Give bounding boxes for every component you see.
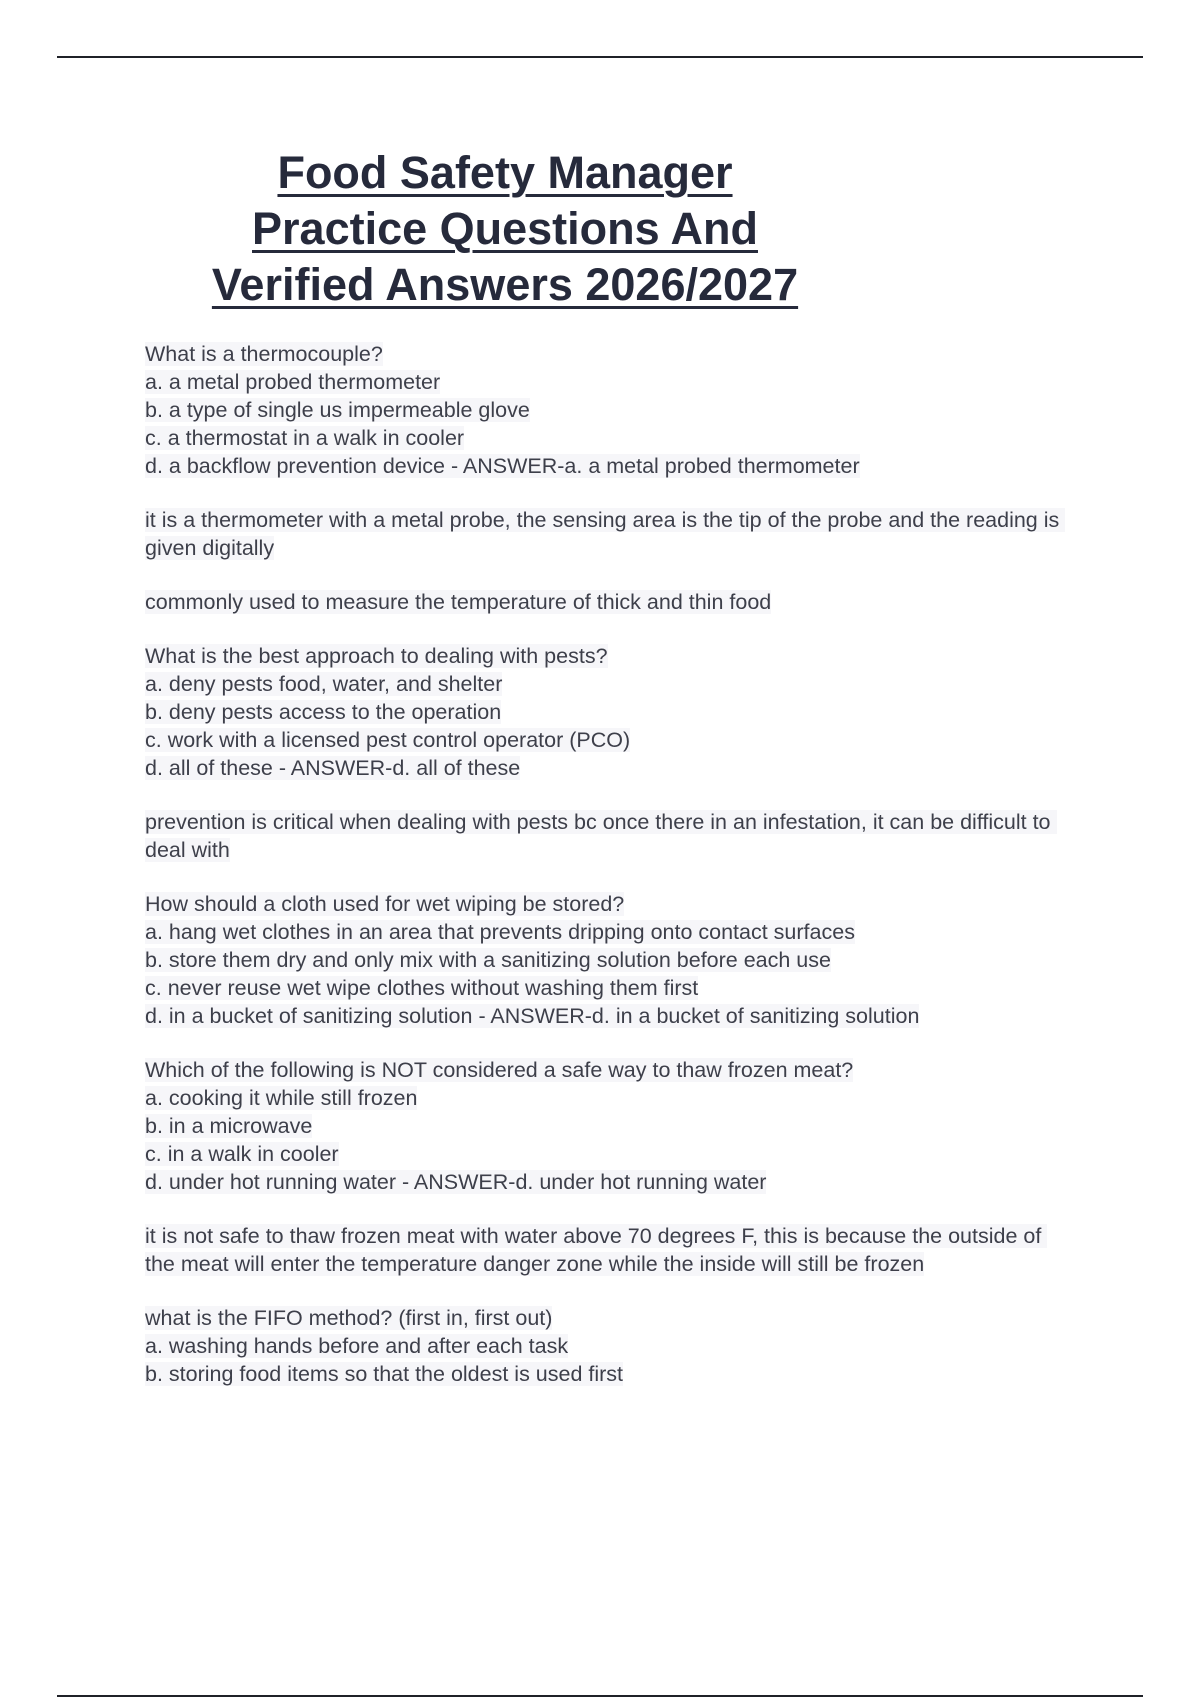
text-line <box>145 698 1075 726</box>
explanation-paragraph <box>145 506 1075 562</box>
text-line-content: prevention is critical when dealing with pests bc once there in an infestation, it can be difficult to deal with <box>145 810 1057 862</box>
text-line <box>145 340 1075 368</box>
text-line-content: b. store them dry and only mix with a sanitizing solution before each use <box>145 948 831 972</box>
text-line-content: it is a thermometer with a metal probe, the sensing area is the tip of the probe and the reading is given digitally <box>145 508 1066 560</box>
text-line-content: How should a cloth used for wet wiping be stored? <box>145 892 625 916</box>
text-line-content: d. all of these - ANSWER-d. all of these <box>145 756 521 780</box>
text-line <box>145 974 1075 1002</box>
text-line-content: What is the best approach to dealing with pests? <box>145 644 608 668</box>
text-line-content: d. under hot running water - ANSWER-d. under hot running water <box>145 1170 767 1194</box>
title-line: Practice Questions And <box>252 203 758 254</box>
text-line <box>145 1084 1075 1112</box>
title-line: Verified Answers 2026/2027 <box>211 259 799 310</box>
document-body <box>145 340 1075 1414</box>
text-line <box>145 506 1075 562</box>
text-line <box>145 1360 1075 1388</box>
question-block <box>145 1056 1075 1196</box>
text-line-content: d. a backflow prevention device - ANSWER-a. a metal probed thermometer <box>145 454 860 478</box>
text-line <box>145 368 1075 396</box>
text-line <box>145 946 1075 974</box>
text-line <box>145 1056 1075 1084</box>
question-block <box>145 1304 1075 1388</box>
text-line <box>145 918 1075 946</box>
text-line-content: b. deny pests access to the operation <box>145 700 502 724</box>
explanation-paragraph <box>145 1222 1075 1278</box>
text-line-content: what is the FIFO method? (first in, first out) <box>145 1306 553 1330</box>
text-line <box>145 642 1075 670</box>
bottom-rule <box>57 1695 1143 1697</box>
text-line <box>145 452 1075 480</box>
text-line <box>145 1222 1075 1278</box>
text-line <box>145 670 1075 698</box>
text-line-content: a. cooking it while still frozen <box>145 1086 418 1110</box>
text-line-content: What is a thermocouple? <box>145 342 383 366</box>
explanation-paragraph <box>145 808 1075 864</box>
text-line-content: a. deny pests food, water, and shelter <box>145 672 503 696</box>
text-line-content: d. in a bucket of sanitizing solution - ANSWER-d. in a bucket of sanitizing solution <box>145 1004 920 1028</box>
text-line-content: Which of the following is NOT considered a safe way to thaw frozen meat? <box>145 1058 854 1082</box>
text-line-content: it is not safe to thaw frozen meat with water above 70 degrees F, this is because the outside of the meat will enter the temperature danger zone while the inside will still be frozen <box>145 1224 1048 1276</box>
text-line-content: a. hang wet clothes in an area that prevents dripping onto contact surfaces <box>145 920 855 944</box>
text-line <box>145 588 1075 616</box>
document-title <box>100 145 910 313</box>
text-line-content: a. washing hands before and after each task <box>145 1334 569 1358</box>
title-line: Food Safety Manager <box>277 147 733 198</box>
text-line-content: c. a thermostat in a walk in cooler <box>145 426 465 450</box>
question-block <box>145 890 1075 1030</box>
text-line <box>145 1168 1075 1196</box>
text-line <box>145 396 1075 424</box>
text-line <box>145 1332 1075 1360</box>
text-line <box>145 1112 1075 1140</box>
text-line-content: commonly used to measure the temperature of thick and thin food <box>145 590 772 614</box>
text-line <box>145 754 1075 782</box>
text-line-content: b. storing food items so that the oldest is used first <box>145 1362 624 1386</box>
text-line <box>145 1002 1075 1030</box>
text-line-content: b. a type of single us impermeable glove <box>145 398 530 422</box>
text-line-content: c. in a walk in cooler <box>145 1142 339 1166</box>
text-line-content: a. a metal probed thermometer <box>145 370 441 394</box>
text-line <box>145 1304 1075 1332</box>
text-line-content: c. never reuse wet wipe clothes without washing them first <box>145 976 699 1000</box>
text-line-content: c. work with a licensed pest control operator (PCO) <box>145 728 631 752</box>
explanation-paragraph <box>145 588 1075 616</box>
text-line <box>145 424 1075 452</box>
text-line <box>145 808 1075 864</box>
text-line-content: b. in a microwave <box>145 1114 313 1138</box>
question-block <box>145 340 1075 480</box>
text-line <box>145 1140 1075 1168</box>
top-rule <box>57 56 1143 58</box>
question-block <box>145 642 1075 782</box>
text-line <box>145 890 1075 918</box>
text-line <box>145 726 1075 754</box>
